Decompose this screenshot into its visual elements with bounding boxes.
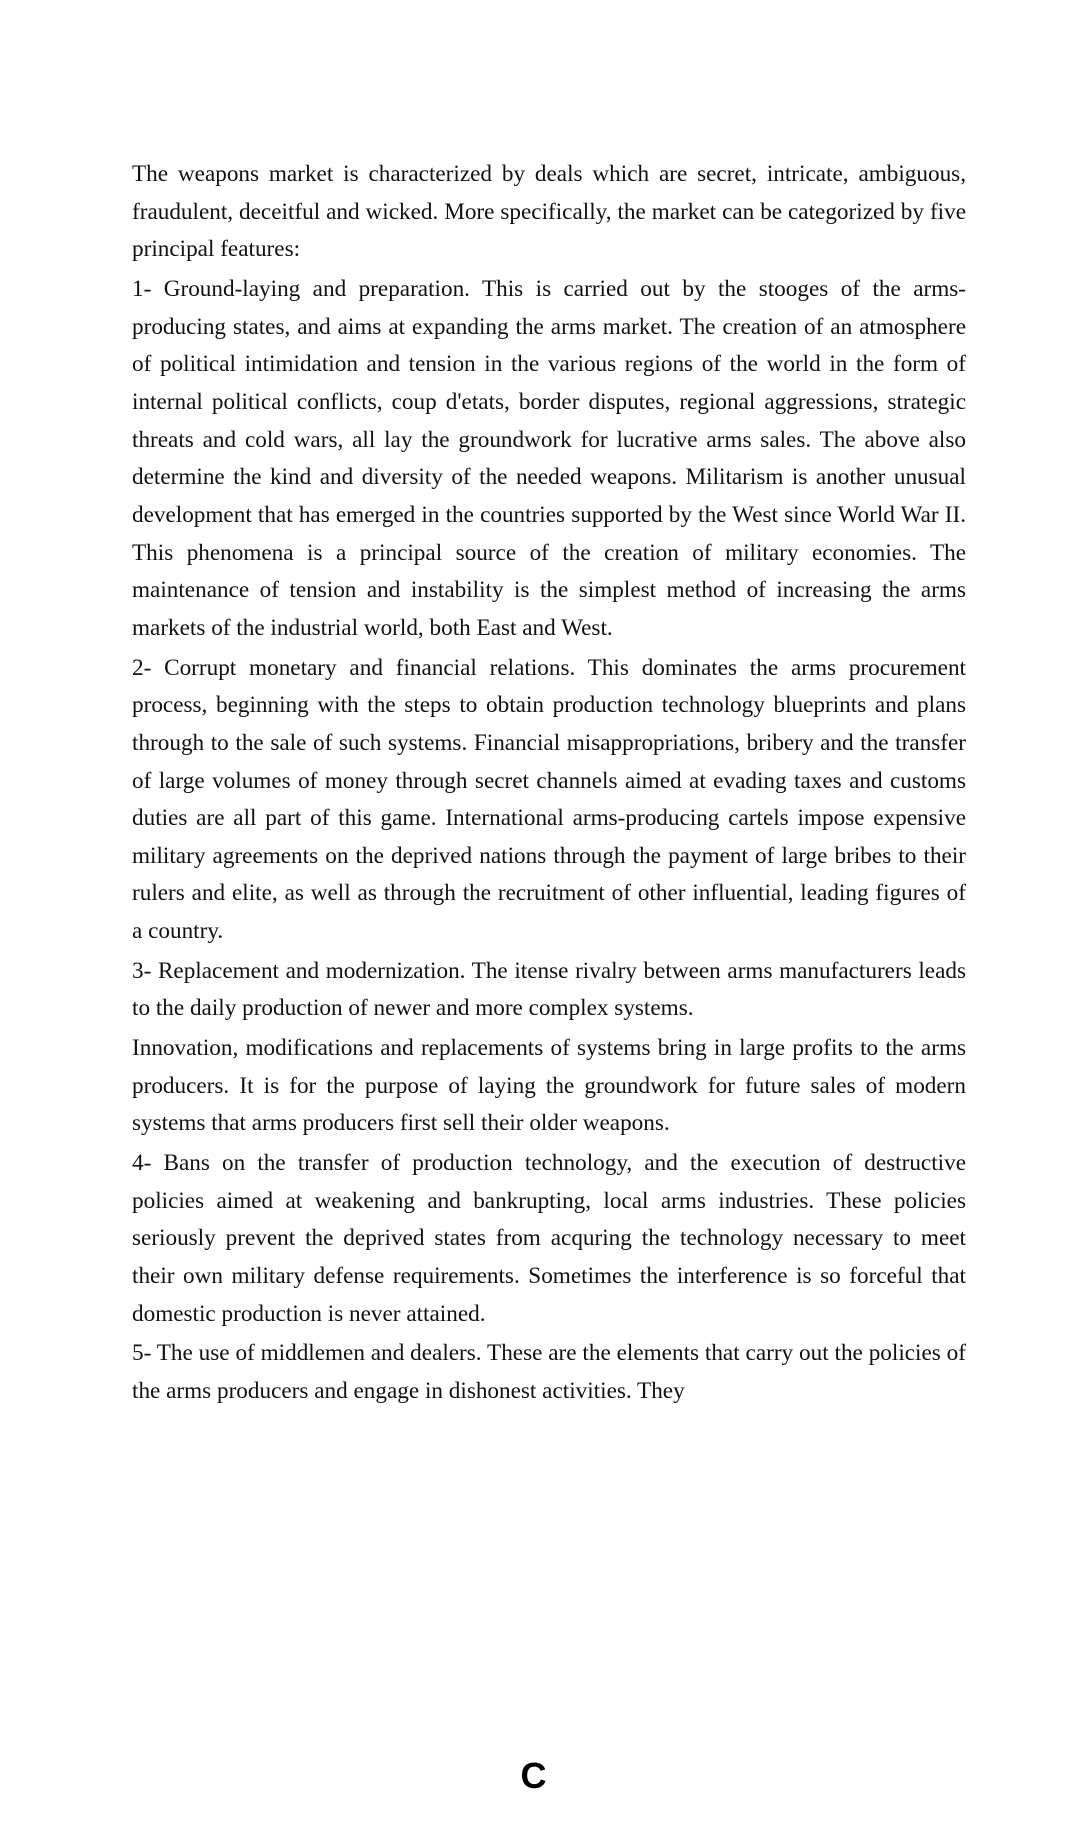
- feature-1-paragraph: 1- Ground-laying and preparation. This is carried out by the stooges of the arms- producing states, and aims at expanding the arms market. The creation of an atmosphere of political intimidation and tension in the various regions of the world in the form of internal political conflicts, coup d'etats, border disputes, regional aggressions, strategic threats and cold wars, all lay the groundwork for lucrative arms sales. The above also determine the kind and diversity of the needed weapons. Militarism is another unusual development that has emerged in the countries supported by the West since World War II. This phenomena is a principal source of the creation of military economies. The maintenance of tension and instability is the simplest method of increasing the arms markets of the industrial world, both East and West.: [132, 275, 966, 641]
- body-text: [132, 156, 966, 1413]
- feature-5-paragraph: 5- The use of middlemen and dealers. These are the elements that carry out the policies of the arms producers and engage in dishonest activities. They: [132, 1340, 966, 1404]
- feature-4-paragraph: 4- Bans on the transfer of production technology, and the execution of destructive policies aimed at weakening and bankrupting, local arms industries. These policies seriously prevent the deprived states from acquring the technology necessary to meet their own military defense requirements. Sometimes the interference is so forceful that domestic production is never attained.: [132, 1150, 966, 1327]
- intro-paragraph: The weapons market is characterized by deals which are secret, intricate, ambiguous, fraudulent, deceitful and wicked. More specifically, the market can be categorized by five principal features:: [132, 161, 966, 263]
- feature-2-paragraph: 2- Corrupt monetary and financial relations. This dominates the arms procurement process, beginning with the steps to obtain production technology blueprints and plans through to the sale of such systems. Financial misappropriations, bribery and the transfer of large volumes of money through secret channels aimed at evading taxes and customs duties are all part of this game. International arms-producing cartels impose expensive military agreements on the deprived nations through the payment of large bribes to their rulers and elite, as well as through the recruitment of other influential, leading figures of a country.: [132, 654, 966, 945]
- page-marker: C: [520, 1755, 547, 1796]
- feature-3-paragraph: 3- Replacement and modernization. The itense rivalry between arms manufacturers leads to the daily production of newer and more complex systems.: [132, 957, 966, 1022]
- innovation-paragraph: Innovation, modifications and replacements of systems bring in large profits to the arms producers. It is for the purpose of laying the groundwork for future sales of modern systems that arms producers first sell their older weapons.: [132, 1035, 966, 1137]
